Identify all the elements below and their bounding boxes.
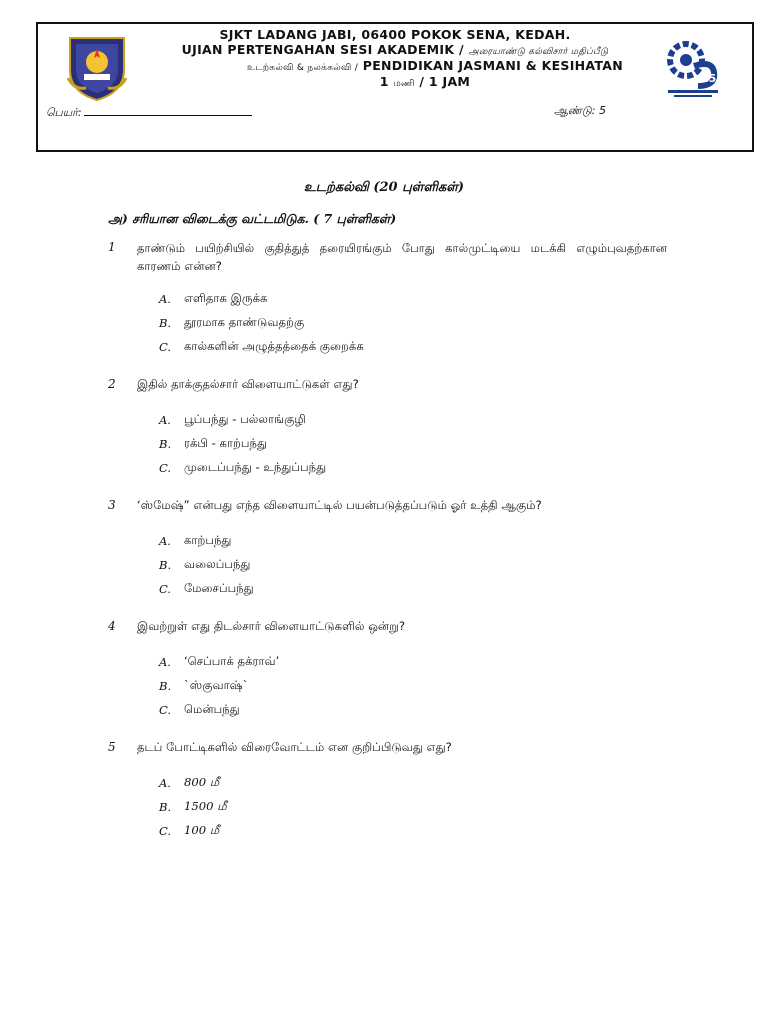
- subject-ta: உடற்கல்வி & நலக்கல்வி /: [246, 63, 359, 73]
- name-blank-line[interactable]: [84, 104, 252, 116]
- time-unit-ta: மணி: [393, 79, 415, 89]
- question-number: 5: [108, 740, 116, 754]
- question-text: இவற்றுள் எது திடல்சார் விளையாட்டுகளில் ஒன்று?: [137, 619, 405, 633]
- question-number: 3: [108, 498, 116, 512]
- option-text[interactable]: 100 மீ: [184, 823, 220, 837]
- school-name: SJKT LADANG JABI, 06400 POKOK SENA, KEDAH.: [219, 27, 571, 42]
- option-text[interactable]: காற்பந்து: [184, 533, 232, 547]
- question-text: தடப் போட்டிகளில் விரைவோட்டம் என குறிப்பிடுவது எது?: [137, 740, 452, 754]
- anniversary-logo: [664, 38, 722, 100]
- option-text[interactable]: ரக்பி - காற்பந்து: [184, 436, 268, 450]
- question-text: இதில் தாக்குதல்சார் விளையாட்டுகள் எது?: [137, 377, 359, 391]
- option-text[interactable]: ‘செப்பாக் தக்ராவ்’: [184, 654, 280, 668]
- option-text[interactable]: எளிதாக இருக்க: [184, 291, 268, 305]
- year-value: 5: [598, 104, 606, 117]
- year-label: ஆண்டு:: [554, 104, 596, 117]
- time-en: / 1 JAM: [419, 74, 471, 89]
- name-label: பெயர்:: [46, 106, 82, 119]
- option-text[interactable]: பூப்பந்து - பல்லாங்குழி: [184, 412, 306, 426]
- option-letter: A.: [159, 776, 171, 790]
- option-letter: B.: [159, 679, 172, 693]
- student-name-field[interactable]: [46, 104, 252, 121]
- option-letter: C.: [159, 582, 172, 596]
- year-field: [554, 104, 606, 119]
- option-letter: B.: [159, 437, 172, 451]
- section-instruction: அ) சரியான விடைக்கு வட்டமிடுக. ( 7 புள்ளிகள்): [108, 211, 397, 226]
- option-letter: B.: [159, 558, 172, 572]
- option-letter: A.: [159, 655, 171, 669]
- question-number: 4: [108, 619, 116, 633]
- time-line: [68, 74, 768, 90]
- option-text[interactable]: தூரமாக தாண்டுவதற்கு: [184, 315, 305, 329]
- svg-text:25: 25: [701, 72, 717, 85]
- time-hours: 1: [379, 74, 389, 89]
- option-letter: B.: [159, 316, 172, 330]
- subject-en: PENDIDIKAN JASMANI & KESIHATAN: [362, 58, 624, 73]
- option-letter: C.: [159, 703, 172, 717]
- option-letter: A.: [159, 534, 171, 548]
- question-text: ‘ஸ்மேஷ்” என்பது எந்த விளையாட்டில் பயன்படுத்தப்படும் ஓர் உத்தி ஆகும்?: [137, 498, 542, 512]
- option-letter: A.: [159, 292, 171, 306]
- option-text[interactable]: 800 மீ: [184, 775, 220, 789]
- exam-title-en: UJIAN PERTENGAHAN SESI AKADEMIK /: [181, 42, 464, 57]
- option-text[interactable]: 1500 மீ: [184, 799, 227, 813]
- option-text[interactable]: மென்பந்து: [184, 702, 240, 716]
- option-letter: B.: [159, 800, 172, 814]
- option-text[interactable]: கால்களின் அழுத்தத்தைக் குறைக்க: [184, 339, 364, 353]
- option-letter: C.: [159, 340, 172, 354]
- exam-title-ta: அரையாண்டு கல்விசார் மதிப்பீடு: [468, 47, 609, 57]
- question-number: 1: [108, 240, 116, 254]
- option-letter: A.: [159, 413, 171, 427]
- option-text[interactable]: `ஸ்குவாஷ்`: [184, 678, 249, 692]
- option-text[interactable]: மேசைப்பந்து: [184, 581, 254, 595]
- option-text[interactable]: வலைப்பந்து: [184, 557, 251, 571]
- question-number: 2: [108, 377, 116, 391]
- exam-title: [38, 42, 752, 58]
- section-title: உடற்கல்வி (20 புள்ளிகள்): [303, 180, 465, 195]
- option-text[interactable]: முடைப்பந்து - உந்துப்பந்து: [184, 460, 327, 474]
- option-letter: C.: [159, 824, 172, 838]
- option-letter: C.: [159, 461, 172, 475]
- question-text: தாண்டும் பயிற்சியில் குதித்துத் தரையிரங்கும் போது கால்முட்டியை மடக்கி எழும்புவதற்கான காரணம் என்ன?: [137, 241, 667, 273]
- header-box: [36, 22, 754, 152]
